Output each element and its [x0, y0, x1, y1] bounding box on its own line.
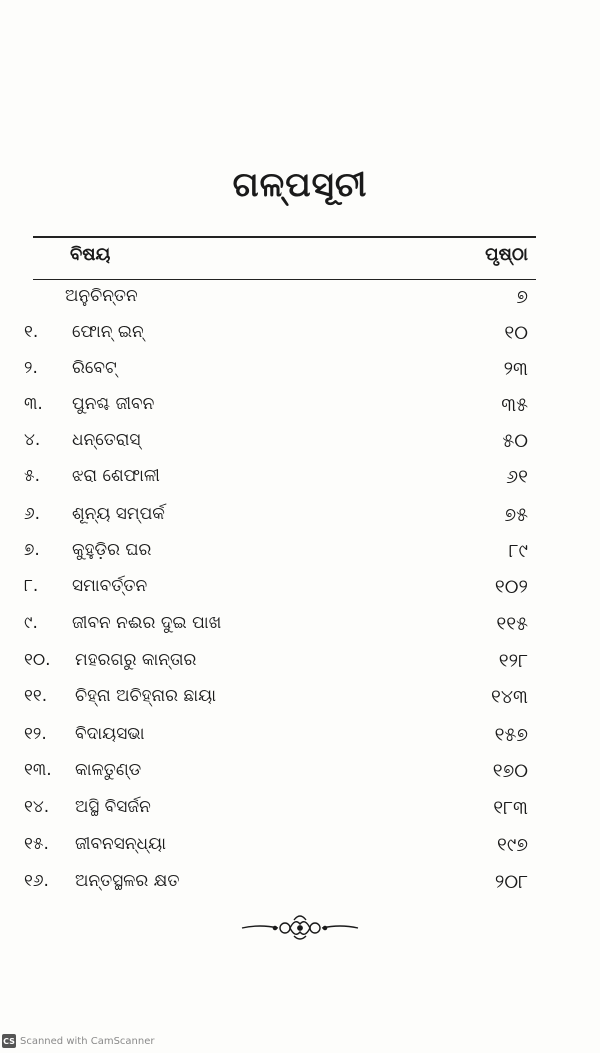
entry-title: କୁହୁଡ଼ିର ଘର	[72, 540, 152, 560]
entry-title: ଜୀବନ ନଈର ଦୁଇ ପାଖ	[72, 613, 222, 633]
entry-number: ୧୬.	[24, 871, 49, 891]
entry-page-number: ୧୯୭	[497, 834, 528, 856]
entry-title: ରିବେଟ୍	[72, 358, 117, 378]
entry-title: ସମାବର୍ତ୍ତନ	[72, 576, 148, 596]
entry-page-number: ୨୩	[503, 358, 528, 380]
entry-page-number: ୬୧	[506, 466, 528, 488]
toc-entry	[0, 462, 600, 496]
header-rule-bottom	[33, 279, 536, 280]
entry-title: ଅନୁଚିନ୍ତନ	[65, 286, 138, 306]
scanner-watermark-text: Scanned with CamScanner	[20, 1035, 155, 1047]
entry-title: ଶୂନ୍ୟ ସମ୍ପର୍କ	[72, 504, 165, 524]
entry-page-number: ୧୧୫	[496, 613, 528, 635]
entry-number: ୬.	[24, 504, 41, 524]
header-subject: ବିଷୟ	[70, 244, 111, 265]
entry-page-number: ୧୮୩	[493, 797, 528, 819]
ornament-divider-icon	[240, 912, 360, 942]
toc-entry	[0, 830, 600, 864]
entry-page-number: ୧୦	[504, 322, 528, 344]
toc-entry	[0, 282, 600, 316]
entry-title: ଝରା ଶେଫାଳୀ	[72, 466, 160, 486]
entry-number: ୭.	[24, 540, 40, 560]
entry-page-number: ୭	[516, 286, 528, 308]
entry-number: ୯.	[24, 613, 38, 633]
header-rule-top	[33, 236, 536, 238]
toc-entry	[0, 682, 600, 716]
entry-page-number: ୨୦୮	[494, 871, 528, 893]
entry-number: ୧୩.	[24, 760, 52, 780]
entry-title: କାଳତୁଣ୍ଡ	[75, 760, 142, 780]
toc-entry	[0, 609, 600, 643]
entry-number: ୧୫.	[24, 834, 49, 854]
toc-entry	[0, 426, 600, 460]
entry-number: ୪.	[24, 430, 41, 450]
toc-entry	[0, 390, 600, 424]
entry-title: ପୁନଶ୍ଚ ଜୀବନ	[72, 394, 155, 414]
entry-page-number: ୧୨୮	[498, 650, 528, 672]
entry-title: ଧନ୍ତେରାସ୍	[72, 430, 141, 450]
entry-number: ୧୨.	[24, 724, 47, 744]
entry-number: ୧୦.	[24, 650, 51, 670]
entry-number: ୧୪.	[24, 797, 50, 817]
toc-entry	[0, 793, 600, 827]
entry-page-number: ୭୫	[504, 504, 528, 526]
toc-entry	[0, 867, 600, 901]
entry-number: ୫.	[24, 466, 41, 486]
entry-title: ଚିହ୍ନା ଅଚିହ୍ନାର ଛାୟା	[75, 686, 216, 706]
entry-number: ୮.	[24, 576, 39, 596]
entry-page-number: ୫୦	[502, 430, 528, 452]
entry-page-number: ୮୯	[508, 540, 528, 562]
page-title: ଗଳ୍ପସୂଚୀ	[232, 165, 368, 205]
toc-entry	[0, 536, 600, 570]
entry-number: ୨.	[24, 358, 38, 378]
entry-page-number: ୧୫୭	[494, 724, 528, 746]
header-page: ପୃଷ୍ଠା	[485, 244, 528, 265]
entry-title: ଫୋନ୍ ଇନ୍	[72, 322, 144, 342]
entry-page-number: ୧୦୨	[494, 576, 528, 598]
toc-entry	[0, 646, 600, 680]
toc-entry	[0, 720, 600, 754]
entry-number: ୧୧.	[24, 686, 48, 706]
toc-entry	[0, 500, 600, 534]
entry-page-number: ୧୪୩	[490, 686, 528, 708]
entry-title: ଅନ୍ତସ୍ଥଳର କ୍ଷତ	[75, 871, 180, 891]
entry-title: ଜୀବନସନ୍ଧ୍ୟା	[75, 834, 166, 854]
toc-entry	[0, 318, 600, 352]
toc-entry	[0, 756, 600, 790]
toc-entry	[0, 354, 600, 388]
entry-title: ମହରଗରୁ କାନ୍ତାର	[75, 650, 197, 670]
entry-page-number: ୧୭୦	[492, 760, 528, 782]
entry-title: ଅସ୍ଥି ବିସର୍ଜନ	[75, 797, 151, 817]
entry-title: ବିଦାୟସଭା	[75, 724, 145, 744]
entry-page-number: ୩୫	[501, 394, 528, 416]
scanner-watermark	[2, 1033, 155, 1049]
entry-number: ୩.	[24, 394, 43, 414]
camscanner-logo-icon: CS	[2, 1034, 16, 1048]
toc-entry	[0, 572, 600, 606]
entry-number: ୧.	[24, 322, 39, 342]
